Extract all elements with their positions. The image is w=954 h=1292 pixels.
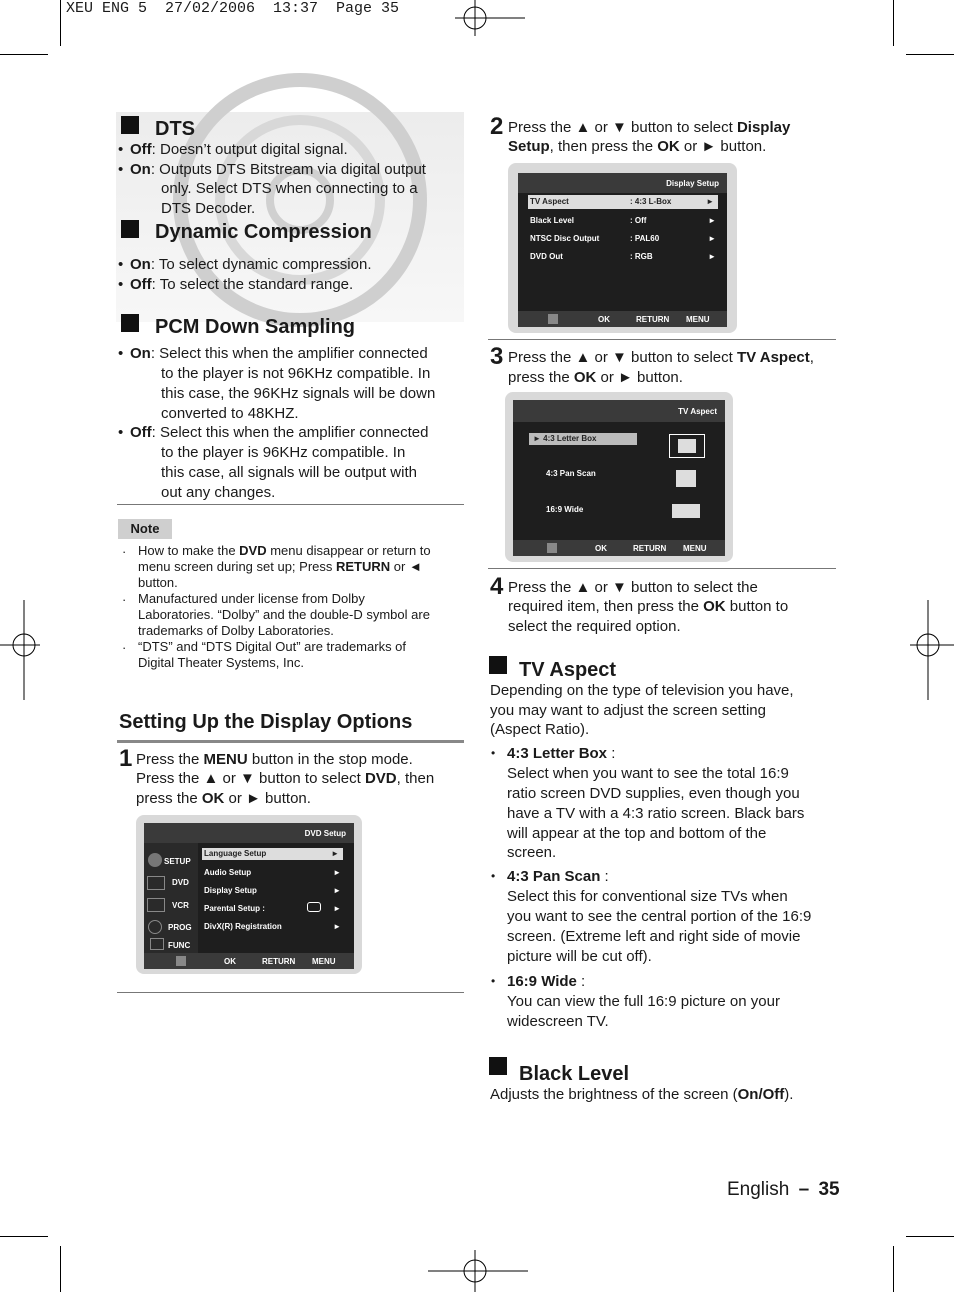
menu-row-divx[interactable]: DivX(R) Registration ► — [204, 922, 341, 931]
crop-mark — [893, 1246, 894, 1292]
bullet: • — [118, 256, 124, 273]
section-marker — [489, 1057, 507, 1075]
tv-aspect-intro: you may want to adjust the screen setting — [490, 702, 766, 719]
section-marker — [121, 220, 139, 238]
note-item-3-line2: Digital Theater Systems, Inc. — [138, 655, 304, 670]
note-item-2-line3: trademarks of Dolby Laboratories. — [138, 623, 334, 638]
wide-tv-icon — [672, 504, 700, 518]
display-options-heading: Setting Up the Display Options — [119, 711, 413, 733]
language-label: English — [727, 1179, 790, 1200]
screen-panel — [513, 400, 725, 556]
panscan-text: picture will be cut off). — [507, 948, 652, 965]
crop-mark — [906, 1236, 954, 1237]
divider — [117, 992, 464, 993]
letterbox-text: screen. — [507, 844, 557, 861]
screen-titlebar — [518, 173, 727, 193]
note-item-2: Manufactured under license from Dolby — [138, 591, 365, 606]
screen-titlebar — [513, 400, 725, 422]
screen-panel — [144, 823, 354, 969]
crop-mark — [906, 54, 954, 55]
display-row-dvd-out[interactable]: DVD Out : RGB ► — [530, 252, 716, 261]
crop-mark — [0, 1236, 48, 1237]
bullet: · — [122, 640, 127, 655]
step-number: 3 — [490, 343, 504, 370]
panscan-text: screen. (Extreme left and right side of movie — [507, 928, 801, 945]
panscan-text: Select this for conventional size TVs when — [507, 888, 788, 905]
bullet: · — [122, 544, 127, 559]
screen-title: Display Setup — [666, 179, 719, 188]
bullet: • — [118, 141, 124, 158]
tv-aspect-intro: (Aspect Ratio). — [490, 721, 590, 738]
letterbox-text: have a TV with a 4:3 ratio screen. Black bars — [507, 805, 805, 822]
black-level-heading: Black Level — [519, 1063, 630, 1085]
wide-text: widescreen TV. — [507, 1013, 609, 1030]
side-item-func[interactable]: FUNC — [168, 941, 191, 950]
gear-icon — [148, 853, 162, 867]
registration-mark-top — [455, 0, 525, 40]
side-item-dvd[interactable]: DVD — [172, 878, 189, 887]
pcm-on-line: this case, the 96KHz signals will be down — [161, 385, 436, 402]
note-item-1-line3: button. — [138, 575, 178, 590]
page-footer — [727, 1179, 840, 1201]
letterbox-tv-icon — [669, 434, 705, 458]
step-number: 2 — [490, 113, 504, 140]
menu-hint: MENU — [312, 957, 336, 966]
tv-aspect-intro: Depending on the type of television you have, — [490, 682, 794, 699]
dyn-heading: Dynamic Compression — [155, 221, 372, 243]
section-marker — [121, 314, 139, 332]
letterbox-text: ratio screen DVD supplies, even though you — [507, 785, 800, 802]
menu-row-display[interactable]: Display Setup ► — [204, 886, 341, 895]
aspect-option-letterbox[interactable]: ► 4:3 Letter Box — [529, 433, 637, 445]
pcm-on-line: converted to 48KHZ. — [161, 405, 299, 422]
pcm-off-item: Off: Select this when the amplifier connected — [130, 424, 429, 441]
note-item-2-line2: Laboratories. “Dolby” and the double-D symbol are — [138, 607, 430, 622]
ok-hint: OK — [224, 957, 236, 966]
note-item-3: “DTS” and “DTS Digital Out” are trademarks of — [138, 639, 407, 654]
pcm-heading: PCM Down Sampling — [155, 316, 355, 338]
step-number: 1 — [119, 745, 133, 772]
aspect-option-wide[interactable]: 16:9 Wide — [546, 505, 584, 514]
bullet: · — [122, 592, 127, 607]
lock-icon — [307, 902, 321, 912]
pcm-off-line: this case, all signals will be output with — [161, 464, 417, 481]
bullet: • — [118, 161, 124, 178]
screen-titlebar — [144, 823, 354, 843]
screen-footer — [144, 953, 354, 969]
crop-mark — [60, 1246, 61, 1292]
tv-aspect-screen — [505, 392, 733, 562]
dts-on-item: On: Outputs DTS Bitstream via digital output — [130, 161, 426, 178]
display-setup-screen — [508, 163, 737, 333]
heading-rule — [117, 740, 464, 743]
divider — [117, 504, 464, 505]
aspect-option-panscan[interactable]: 4:3 Pan Scan — [546, 469, 596, 478]
side-item-prog[interactable]: PROG — [168, 923, 192, 932]
step1-line3: press the OK or ► button. — [136, 790, 311, 807]
dts-on-line3: DTS Decoder. — [161, 200, 256, 217]
dpad-icon — [176, 956, 186, 966]
note-item-1-line2: menu screen during set up; Press RETURN or ◄ — [138, 559, 422, 574]
dvd-icon — [147, 876, 165, 890]
bullet: • — [118, 345, 124, 362]
menu-hint: MENU — [683, 544, 707, 553]
step1-line1: Press the MENU button in the stop mode. — [136, 751, 413, 768]
dts-on-line2: only. Select DTS when connecting to a — [161, 180, 418, 197]
step3-line2: press the OK or ► button. — [508, 369, 683, 386]
divider — [488, 568, 836, 569]
return-hint: RETURN — [262, 957, 296, 966]
note-item-1: How to make the DVD menu disappear or return to — [138, 543, 431, 558]
registration-mark-bottom — [428, 1250, 528, 1292]
func-icon — [150, 938, 164, 950]
pcm-off-line: to the player is 96KHz compatible. In — [161, 444, 406, 461]
bullet: • — [491, 974, 496, 988]
dpad-icon — [548, 314, 558, 324]
crop-mark — [60, 0, 61, 46]
menu-row-audio[interactable]: Audio Setup ► — [204, 868, 341, 877]
panscan-label: 4:3 Pan Scan : — [507, 868, 609, 885]
letterbox-text: Select when you want to see the total 16:9 — [507, 765, 789, 782]
side-item-setup[interactable]: SETUP — [164, 857, 191, 866]
bullet: • — [118, 276, 124, 293]
step2-line1: Press the ▲ or ▼ button to select Display — [508, 119, 791, 136]
step4-line1: Press the ▲ or ▼ button to select the — [508, 579, 758, 596]
step2-line2: Setup, then press the OK or ► button. — [508, 138, 767, 155]
letterbox-text: will appear at the top and bottom of the — [507, 825, 767, 842]
crop-mark — [893, 0, 894, 46]
panscan-text: you want to see the central portion of the 16:9 — [507, 908, 812, 925]
black-level-text: Adjusts the brightness of the screen (On/Off). — [490, 1086, 794, 1103]
display-row-tv-aspect[interactable]: TV Aspect : 4:3 L-Box ► — [528, 195, 718, 209]
pcm-off-line: out any changes. — [161, 484, 276, 501]
bullet: • — [118, 424, 124, 441]
page-number: 35 — [818, 1179, 840, 1200]
registration-mark-right — [910, 600, 954, 700]
bullet: • — [491, 746, 496, 760]
screen-footer — [513, 540, 725, 556]
menu-row-language[interactable]: Language Setup ► — [202, 848, 343, 860]
section-marker — [121, 116, 139, 134]
pcm-on-line: to the player is not 96KHz compatible. In — [161, 365, 431, 382]
dts-heading: DTS — [155, 118, 195, 140]
vcr-icon — [147, 898, 165, 912]
step4-line2: required item, then press the OK button to — [508, 598, 789, 615]
menu-row-parental[interactable]: Parental Setup : ► — [204, 904, 341, 913]
dts-off-item: Off: Doesn’t output digital signal. — [130, 141, 348, 158]
screen-title: DVD Setup — [304, 829, 346, 838]
registration-mark-left — [0, 600, 40, 700]
return-hint: RETURN — [636, 315, 670, 324]
section-marker — [489, 656, 507, 674]
pcm-on-item: On: Select this when the amplifier connected — [130, 345, 428, 362]
clock-icon — [148, 920, 162, 934]
ok-hint: OK — [598, 315, 610, 324]
menu-hint: MENU — [686, 315, 710, 324]
side-menu — [144, 843, 198, 953]
footer-dash: – — [798, 1179, 810, 1200]
divider — [488, 339, 836, 340]
letterbox-label: 4:3 Letter Box : — [507, 745, 616, 762]
step3-line1: Press the ▲ or ▼ button to select TV Aspect, — [508, 349, 814, 366]
tv-aspect-heading: TV Aspect — [519, 659, 617, 681]
panscan-tv-icon — [676, 470, 696, 487]
display-row-ntsc[interactable]: NTSC Disc Output : PAL60 ► — [530, 234, 716, 243]
dyn-on-item: On: To select dynamic compression. — [130, 256, 372, 273]
crop-mark — [0, 54, 48, 55]
screen-panel — [518, 173, 727, 327]
note-label: Note — [118, 519, 172, 539]
dpad-icon — [547, 543, 557, 553]
dvd-setup-screen — [136, 815, 362, 974]
print-header: XEU ENG 5 27/02/2006 13:37 Page 35 — [66, 0, 400, 17]
step-number: 4 — [490, 573, 504, 600]
wide-text: You can view the full 16:9 picture on your — [507, 993, 780, 1010]
screen-title: TV Aspect — [678, 407, 717, 416]
wide-label: 16:9 Wide : — [507, 973, 586, 990]
step1-line2: Press the ▲ or ▼ button to select DVD, then — [136, 770, 435, 787]
ok-hint: OK — [595, 544, 607, 553]
display-row-black-level[interactable]: Black Level : Off ► — [530, 216, 716, 225]
step4-line3: select the required option. — [508, 618, 681, 635]
dyn-off-item: Off: To select the standard range. — [130, 276, 354, 293]
return-hint: RETURN — [633, 544, 667, 553]
side-item-vcr[interactable]: VCR — [172, 901, 189, 910]
bullet: • — [491, 869, 496, 883]
screen-footer — [518, 311, 727, 327]
